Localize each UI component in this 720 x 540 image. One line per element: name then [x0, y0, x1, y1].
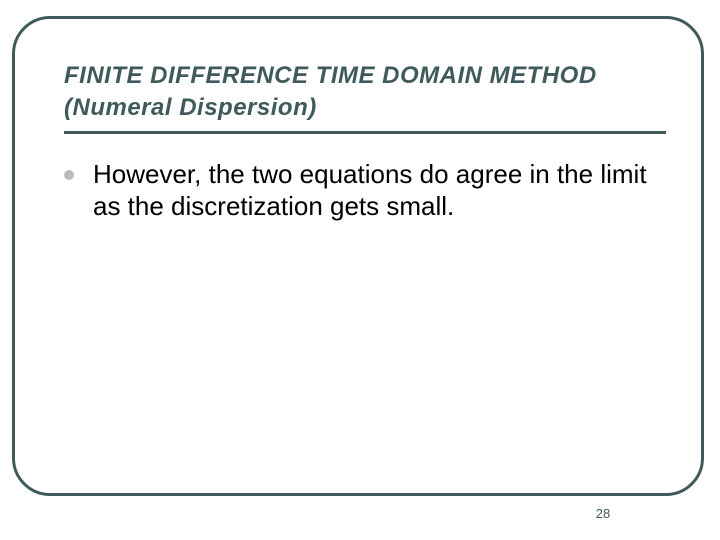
bullet-text: However, the two equations do agree in the limit as the discretization gets small. — [93, 159, 647, 221]
slide-title: FINITE DIFFERENCE TIME DOMAIN METHOD (Numeral Dispersion) — [64, 62, 597, 121]
page-number: 28 — [595, 506, 611, 521]
title-divider — [64, 131, 666, 134]
bullet-dot-icon — [64, 170, 74, 180]
